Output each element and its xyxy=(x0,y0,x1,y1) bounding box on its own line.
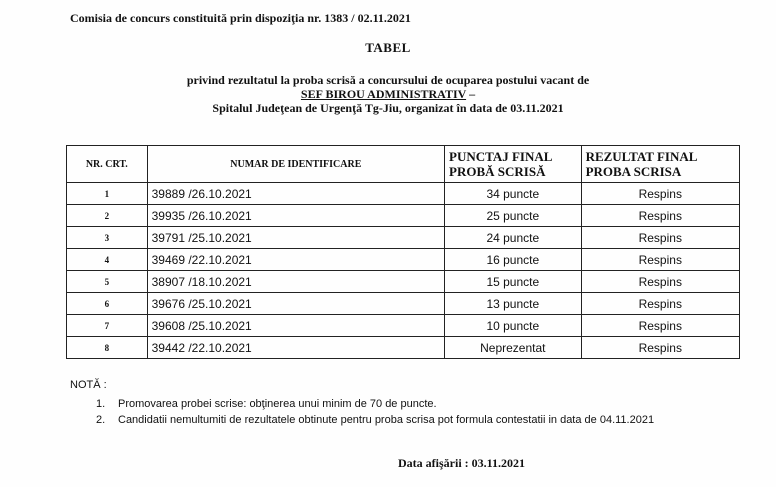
cell-result: Respins xyxy=(581,205,739,227)
cell-id: 39935 /26.10.2021 xyxy=(147,205,444,227)
cell-nr: 4 xyxy=(67,249,148,271)
cell-id: 39608 /25.10.2021 xyxy=(147,315,444,337)
nota-list xyxy=(96,396,654,428)
header-id: NUMAR DE IDENTIFICARE xyxy=(147,146,444,183)
commission-header: Comisia de concurs constituită prin dispoziţia nr. 1383 / 02.11.2021 xyxy=(70,11,411,25)
cell-result: Respins xyxy=(581,315,739,337)
nota-item-number: 2. xyxy=(96,414,106,426)
cell-score: 10 puncte xyxy=(445,315,582,337)
cell-score: 15 puncte xyxy=(445,271,582,293)
header-result-line-2: PROBA SCRISA xyxy=(585,164,682,179)
cell-score: 34 puncte xyxy=(445,183,582,205)
table-header-row xyxy=(67,146,740,183)
cell-nr: 2 xyxy=(67,205,148,227)
header-score xyxy=(445,146,582,183)
cell-id: 39676 /25.10.2021 xyxy=(147,293,444,315)
cell-id: 39469 /22.10.2021 xyxy=(147,249,444,271)
cell-score: 16 puncte xyxy=(445,249,582,271)
cell-nr: 1 xyxy=(67,183,148,205)
table-row xyxy=(67,249,740,271)
table-row xyxy=(67,337,740,359)
nota-item-text: Promovarea probei scrise: obţinerea unui minim de 70 de puncte. xyxy=(118,398,437,410)
cell-result: Respins xyxy=(581,337,739,359)
cell-id: 39442 /22.10.2021 xyxy=(147,337,444,359)
results-table xyxy=(66,145,740,359)
cell-nr: 3 xyxy=(67,227,148,249)
cell-score: 24 puncte xyxy=(445,227,582,249)
header-result-line-1: REZULTAT FINAL xyxy=(585,149,698,164)
table-row xyxy=(67,227,740,249)
subtitle-line-1: privind rezultatul la proba scrisă a concursului de ocuparea postului vacant de xyxy=(186,73,590,87)
post-name: SEF BIROU ADMINISTRATIV xyxy=(300,87,467,101)
cell-result: Respins xyxy=(581,249,739,271)
document-subtitle xyxy=(0,73,776,115)
cell-id: 39791 /25.10.2021 xyxy=(147,227,444,249)
table-row xyxy=(67,271,740,293)
cell-score: 13 puncte xyxy=(445,293,582,315)
header-nr: NR. CRT. xyxy=(67,146,148,183)
header-result xyxy=(581,146,739,183)
cell-nr: 5 xyxy=(67,271,148,293)
nota-item-number: 1. xyxy=(96,398,106,410)
posting-date: Data afişării : 03.11.2021 xyxy=(398,456,525,470)
nota-item xyxy=(96,412,654,428)
table-row xyxy=(67,183,740,205)
subtitle-post-line xyxy=(0,87,776,101)
cell-nr: 6 xyxy=(67,293,148,315)
cell-nr: 8 xyxy=(67,337,148,359)
table-row xyxy=(67,205,740,227)
cell-id: 39889 /26.10.2021 xyxy=(147,183,444,205)
cell-nr: 7 xyxy=(67,315,148,337)
document-title: TABEL xyxy=(365,40,411,55)
header-score-line-2: PROBĂ SCRISĂ xyxy=(449,164,546,179)
post-dash: – xyxy=(466,87,476,101)
nota-label: NOTĂ : xyxy=(70,379,107,391)
nota-item-text: Candidatii nemultumiti de rezultatele obtinute pentru proba scrisa pot formula contestatii in data de 04.11.2021 xyxy=(118,414,655,426)
subtitle-line-3: Spitalul Judeţean de Urgenţă Tg-Jiu, organizat în data de 03.11.2021 xyxy=(212,101,564,115)
table-row xyxy=(67,293,740,315)
cell-score: Neprezentat xyxy=(445,337,582,359)
table-row xyxy=(67,315,740,337)
cell-id: 38907 /18.10.2021 xyxy=(147,271,444,293)
cell-result: Respins xyxy=(581,227,739,249)
nota-item xyxy=(96,396,654,412)
cell-score: 25 puncte xyxy=(445,205,582,227)
cell-result: Respins xyxy=(581,271,739,293)
cell-result: Respins xyxy=(581,293,739,315)
header-score-line-1: PUNCTAJ FINAL xyxy=(449,149,553,164)
cell-result: Respins xyxy=(581,183,739,205)
